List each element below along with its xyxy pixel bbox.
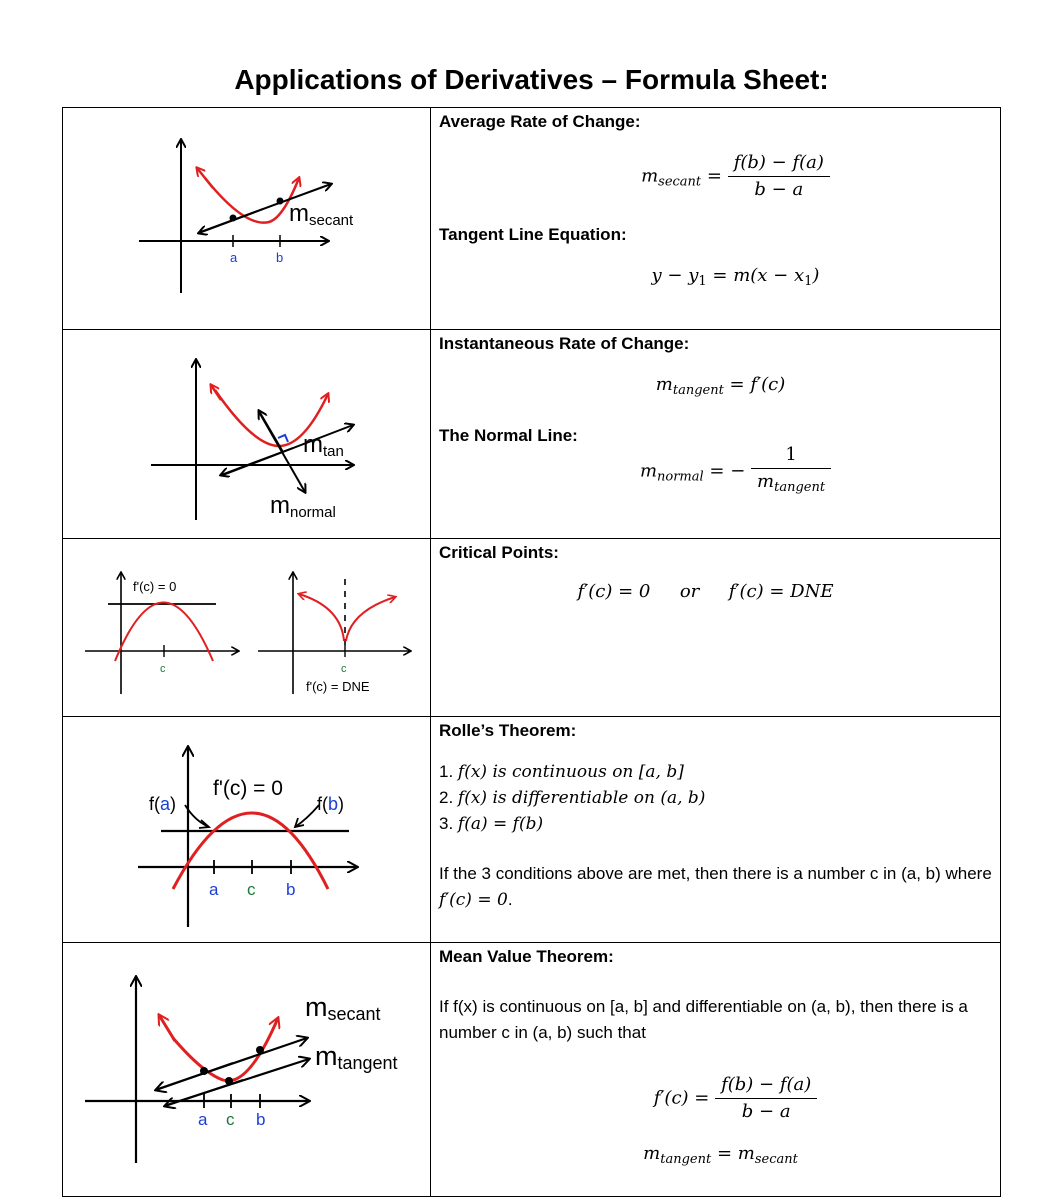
tangent-normal-graph xyxy=(63,330,430,537)
point-c xyxy=(225,1077,233,1085)
rolle-graph xyxy=(63,717,430,941)
den-m: m xyxy=(757,471,775,492)
text-cell-rolles-theorem xyxy=(431,717,1001,943)
figure-cell-tangent-normal xyxy=(63,330,431,539)
rolle-conditions xyxy=(439,759,992,837)
secant-slope-formula xyxy=(479,150,992,203)
point-b xyxy=(277,198,284,205)
label-fa xyxy=(149,794,176,814)
curve xyxy=(173,813,328,889)
fraction xyxy=(715,1072,817,1125)
text-cell-instantaneous-rate xyxy=(431,330,1001,539)
tick-label-a: a xyxy=(209,880,219,899)
cusp-right xyxy=(346,597,395,641)
tick-label-a: a xyxy=(230,250,238,265)
eq-left: y − y xyxy=(651,265,699,286)
eq-end: ) xyxy=(812,265,820,286)
conclusion-math: f′(c) = 0 xyxy=(439,890,508,910)
mnormal-label xyxy=(270,492,336,521)
eq-a: f′(c) = 0 xyxy=(577,581,651,602)
m2: m xyxy=(737,1143,755,1164)
heading-tangent-line: Tangent Line Equation: xyxy=(439,225,627,244)
msecant-sub: secant xyxy=(327,1004,381,1024)
condition-text: f(a) = f(b) xyxy=(457,814,544,834)
fb-f: f( xyxy=(317,794,328,814)
condition-number: 2. xyxy=(439,788,458,807)
pointer-fb xyxy=(295,805,319,827)
text-cell-mean-value-theorem xyxy=(431,943,1001,1197)
condition-text: f(x) is continuous on [a, b] xyxy=(457,762,684,782)
fa-f: f( xyxy=(149,794,160,814)
rhs: = f′(c) xyxy=(723,374,786,395)
curve-left-end xyxy=(159,1015,175,1041)
tick-label-b: b xyxy=(286,880,296,899)
table-row-mean-value-theorem xyxy=(63,943,1001,1197)
numerator: f(b) − f(a) xyxy=(728,150,830,177)
figure-cell-critical xyxy=(63,539,431,717)
text-cell-critical-points xyxy=(431,539,1001,717)
mtan-sub: tan xyxy=(323,443,344,460)
denominator: b − a xyxy=(754,179,804,200)
right-angle-mark xyxy=(278,435,288,442)
mtangent-m: m xyxy=(315,1041,338,1071)
figure-cell-mvt xyxy=(63,943,431,1197)
conclusion-end: . xyxy=(507,890,513,909)
m1: m xyxy=(643,1143,661,1164)
numerator: 1 xyxy=(751,442,831,469)
fb-b: b xyxy=(328,794,339,814)
graph-cusp xyxy=(258,573,410,694)
eq-sub1: 1 xyxy=(698,274,707,289)
secant-graph xyxy=(63,108,430,328)
tick-label-c: c xyxy=(160,663,166,675)
msecant-sub: secant xyxy=(309,212,354,229)
table-row-critical-points xyxy=(63,539,1001,717)
pointer-fb-head xyxy=(295,818,304,827)
numerator: f(b) − f(a) xyxy=(715,1072,817,1099)
label-fc-dne: f'(c) = DNE xyxy=(306,679,370,694)
eq-b: f′(c) = DNE xyxy=(728,581,834,602)
eq-or: or xyxy=(679,581,700,602)
denominator xyxy=(751,469,831,501)
eq-sub2: 1 xyxy=(804,274,813,289)
fraction xyxy=(728,150,830,203)
den-sub: tangent xyxy=(774,480,826,495)
heading-rolles-theorem: Rolle’s Theorem: xyxy=(439,721,577,740)
mvt-statement: If f(x) is continuous on [a, b] and differentiable on (a, b), then there is a number c in (a, b) such that xyxy=(439,997,968,1042)
heading-instantaneous-rate: Instantaneous Rate of Change: xyxy=(439,334,690,353)
point-a xyxy=(200,1067,208,1075)
label-fc-zero: f'(c) = 0 xyxy=(133,579,177,594)
table-row-instantaneous-rate xyxy=(63,330,1001,539)
label-fc-zero: f'(c) = 0 xyxy=(213,777,283,800)
table-row-average-rate xyxy=(63,108,1001,330)
msecant-m: m xyxy=(305,992,328,1022)
mvt-formula xyxy=(479,1072,992,1125)
lhs-sub: tangent xyxy=(672,383,724,398)
fb-close: ) xyxy=(338,794,345,814)
eq: = xyxy=(711,1143,738,1164)
condition-number: 1. xyxy=(439,762,458,781)
heading-normal-line: The Normal Line: xyxy=(439,426,578,445)
curve-left-end xyxy=(197,168,213,188)
mtan-m: m xyxy=(303,431,323,458)
table-row-rolles-theorem xyxy=(63,717,1001,943)
fraction xyxy=(751,442,831,501)
cusp-left xyxy=(299,594,344,641)
formula-table xyxy=(62,107,1001,1197)
mtangent-label xyxy=(315,1041,398,1073)
heading-critical-points: Critical Points: xyxy=(439,543,559,562)
s1: tangent xyxy=(660,1152,712,1167)
msecant-label xyxy=(289,200,354,229)
mnormal-sub: normal xyxy=(290,504,336,521)
curve-left-end xyxy=(211,385,221,400)
graph-horizontal-tangent xyxy=(85,573,238,694)
text-cell-average-rate xyxy=(431,108,1001,330)
critical-points-graphs xyxy=(63,539,430,715)
secant-line-back xyxy=(156,1063,233,1090)
mnormal-m: m xyxy=(270,492,290,519)
lhs-sub: secant xyxy=(658,174,702,190)
condition-text: f(x) is differentiable on (a, b) xyxy=(457,788,706,808)
fa-a: a xyxy=(160,794,171,814)
lhs-sub: normal xyxy=(657,469,704,485)
list-item xyxy=(439,759,992,785)
tick-label-c: c xyxy=(226,1110,235,1129)
figure-cell-rolle xyxy=(63,717,431,943)
normal-slope-formula xyxy=(479,442,992,501)
mvt-slope-equality xyxy=(449,1143,992,1167)
point-b xyxy=(256,1046,264,1054)
heading-mean-value-theorem: Mean Value Theorem: xyxy=(439,947,614,966)
condition-number: 3. xyxy=(439,814,458,833)
tick-label-c: c xyxy=(341,663,347,675)
heading-average-rate: Average Rate of Change: xyxy=(439,112,641,131)
s2: secant xyxy=(754,1152,798,1167)
mtangent-sub: tangent xyxy=(337,1053,398,1073)
lhs-m: m xyxy=(641,165,659,187)
mvt-graph xyxy=(63,943,430,1195)
label-fb xyxy=(317,794,344,814)
eq-mid: = m(x − x xyxy=(706,265,805,286)
page-title: Applications of Derivatives – Formula Sheet: xyxy=(234,64,829,95)
lhs-m: m xyxy=(655,374,673,395)
denominator: b − a xyxy=(741,1101,791,1122)
list-item xyxy=(439,811,992,837)
equals: = − xyxy=(703,460,746,482)
tick-label-a: a xyxy=(198,1110,208,1129)
msecant-m: m xyxy=(289,200,309,227)
tangent-line-equation xyxy=(479,265,992,289)
lhs: f′(c) = xyxy=(653,1087,716,1109)
tick-label-c: c xyxy=(247,880,256,899)
lhs-m: m xyxy=(639,460,658,482)
equals: = xyxy=(706,165,722,187)
conclusion-text: If the 3 conditions above are met, then there is a number c in (a, b) where xyxy=(439,864,992,883)
tangent-slope-formula xyxy=(449,374,992,398)
fa-close: ) xyxy=(170,794,177,814)
list-item xyxy=(439,785,992,811)
point-a xyxy=(230,215,237,222)
tick-label-b: b xyxy=(256,1110,266,1129)
tick-label-b: b xyxy=(276,250,284,265)
figure-cell-secant xyxy=(63,108,431,330)
critical-point-condition xyxy=(419,581,992,602)
msecant-label xyxy=(305,992,381,1024)
rolle-conclusion xyxy=(439,861,992,913)
